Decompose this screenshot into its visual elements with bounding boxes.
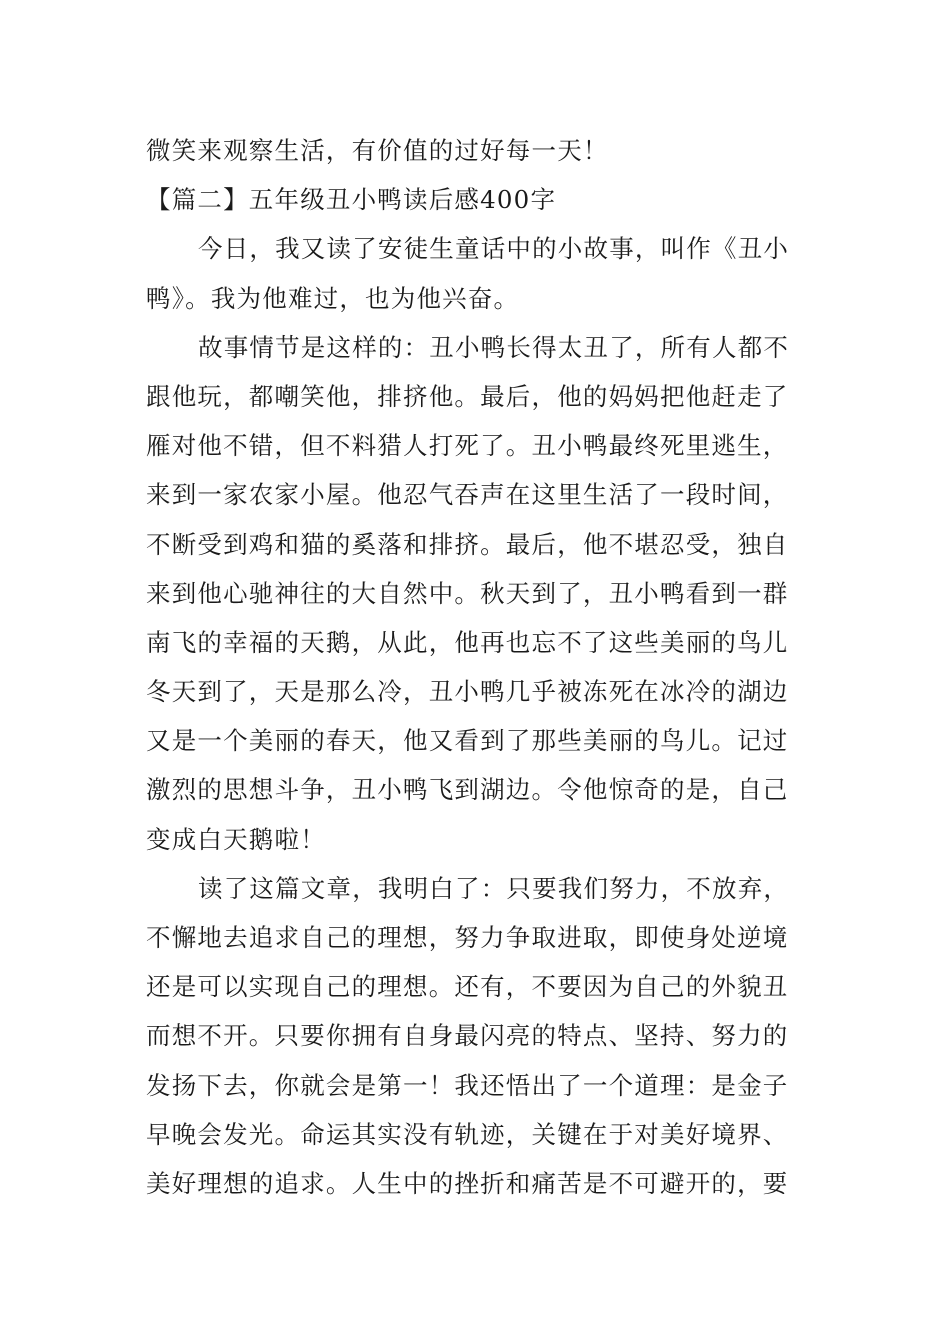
text-line: 今日，我又读了安徒生童话中的小故事，叫作《丑小	[198, 234, 790, 264]
text-line: 读了这篇文章，我明白了：只要我们努力，不放弃，	[198, 873, 790, 903]
text-line: 鸭》。我为他难过，也为他兴奋。	[146, 283, 520, 313]
text-line: 来到一家农家小屋。他忍气吞声在这里生活了一段时间，	[146, 480, 789, 510]
text-line: 不断受到鸡和猫的奚落和排挤。最后，他不堪忍受，独自	[146, 529, 789, 559]
text-line: 发扬下去，你就会是第一！我还悟出了一个道理：是金子	[146, 1070, 789, 1100]
text-line: 雁对他不错，但不料猎人打死了。丑小鸭最终死里逃生，	[146, 431, 789, 461]
text-line: 微笑来观察生活，有价值的过好每一天！	[146, 136, 609, 165]
text-line: 变成白天鹅啦！	[146, 824, 326, 854]
text-line: 南飞的幸福的天鹅，从此，他再也忘不了这些美丽的鸟儿	[146, 627, 789, 657]
text-line: 激烈的思想斗争，丑小鸭飞到湖边。令他惊奇的是，自己	[146, 775, 789, 805]
section-heading: 【篇二】五年级丑小鸭读后感400字	[146, 185, 557, 215]
text-line: 早晚会发光。命运其实没有轨迹，关键在于对美好境界、	[146, 1119, 789, 1149]
text-line: 冬天到了，天是那么冷，丑小鸭几乎被冻死在冰冷的湖边	[146, 677, 789, 707]
text-line: 而想不开。只要你拥有自身最闪亮的特点、坚持、努力的	[146, 1021, 789, 1051]
text-line: 不懈地去追求自己的理想，努力争取进取，即使身处逆境	[146, 923, 789, 952]
text-line: 还是可以实现自己的理想。还有，不要因为自己的外貌丑	[146, 972, 789, 1002]
text-line: 故事情节是这样的：丑小鸭长得太丑了，所有人都不	[198, 332, 790, 362]
text-line: 又是一个美丽的春天，他又看到了那些美丽的鸟儿。记过	[146, 726, 789, 756]
text-line: 来到他心驰神往的大自然中。秋天到了，丑小鸭看到一群	[146, 578, 789, 608]
text-line: 美好理想的追求。人生中的挫折和痛苦是不可避开的，要	[146, 1168, 789, 1198]
text-line: 跟他玩，都嘲笑他，排挤他。最后，他的妈妈把他赶走了	[146, 381, 789, 411]
document-body	[146, 126, 810, 1208]
